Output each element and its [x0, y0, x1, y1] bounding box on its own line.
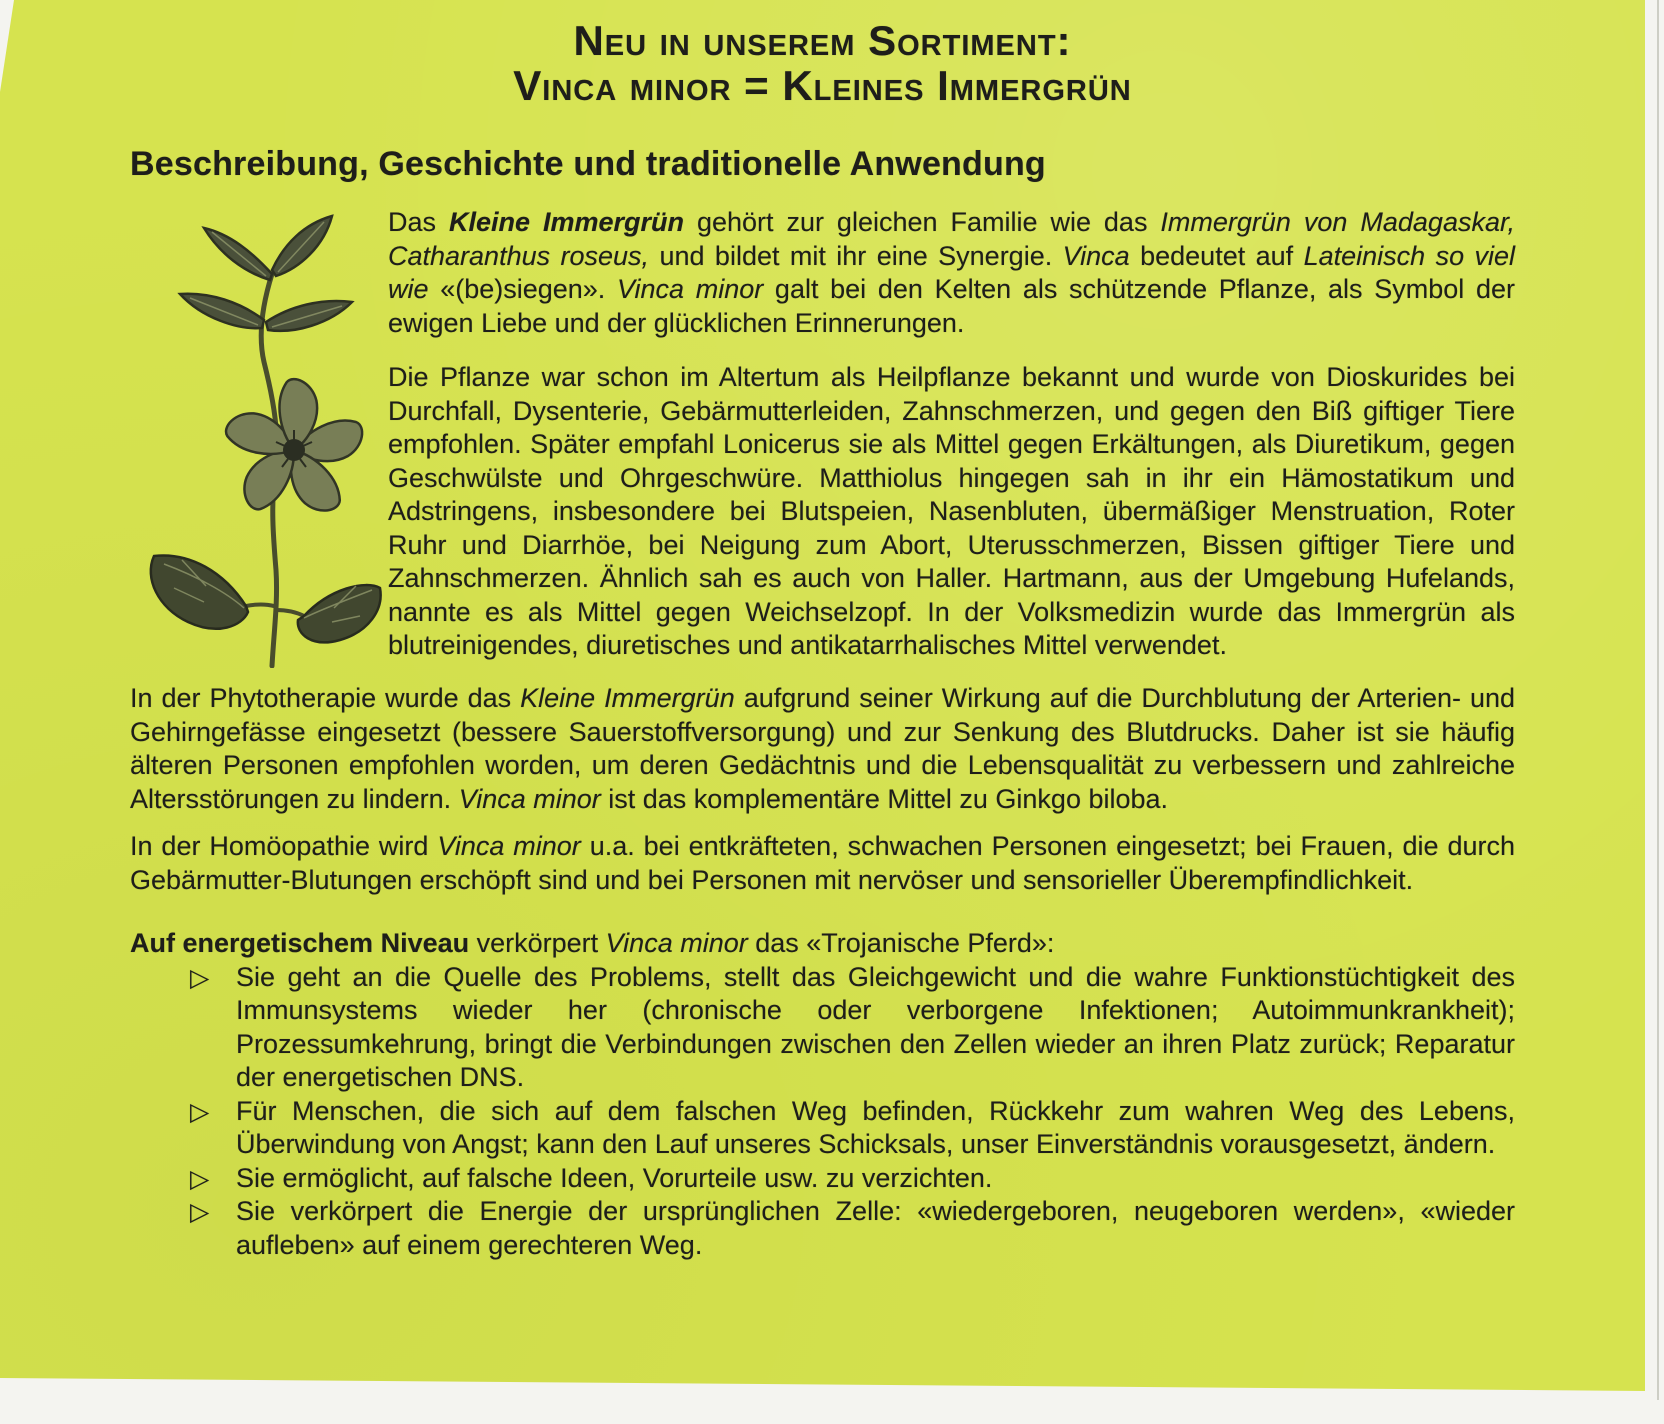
- list-item-text: Sie ermöglicht, auf falsche Ideen, Vorurteile usw. zu verzichten.: [236, 1162, 993, 1193]
- title-line-2: Vinca minor = Kleines Immergrün: [513, 62, 1132, 109]
- section-heading: Beschreibung, Geschichte und traditionelle Anwendung: [130, 145, 1046, 183]
- triangle-bullet-icon: ▷: [190, 1198, 210, 1226]
- plant-top-leaves: [180, 216, 352, 331]
- list-item: [190, 1162, 1515, 1196]
- paragraph-intro: Das Kleine Immergrün gehört zur gleichen Familie wie das Immergrün von Madagaskar, Catharanthus roseus, und bildet mit ihr eine Synergie. Vinca bedeutet auf Lateinisch so viel wie «(be)siegen». Vinca minor galt bei den Kelten als schützende Pflanze, als Symbol der ewigen Liebe und der glücklichen Erinnerungen.: [388, 207, 1516, 338]
- list-item: [190, 1095, 1515, 1162]
- paragraph-energetic-lead: Auf energetischem Niveau verkörpert Vinca minor das «Trojanische Pferd»:: [130, 928, 1055, 958]
- energetic-bullet-list: [130, 961, 1515, 1263]
- title-line-1: Neu in unserem Sortiment:: [573, 17, 1072, 64]
- illustrated-text-block: [130, 206, 1515, 668]
- page-title: [130, 18, 1515, 108]
- triangle-bullet-icon: ▷: [190, 963, 210, 992]
- paragraph-history: Die Pflanze war schon im Altertum als Heilpflanze bekannt und wurde von Dioskurides bei Durchfall, Dysenterie, Gebärmutterleiden, Zahnschmerzen, und gegen den Biß giftiger Tiere empfohlen. Später empfahl Lonicerus sie als Mittel gegen Erkältungen, als Diuretikum, gegen Geschwülste und Ohrgeschwüre. Matthiolus hingegen sah in ihr ein Hämostatikum und Adstringens, insbesondere bei Blutspeien, Nasenbluten, übermäßiger Menstruation, Roter Ruhr und Diarrhöe, bei Neigung zum Abort, Uterusschmerzen, Bissen giftiger Tiere und Zahnschmerzen. Ähnlich sah es auch von Haller. Hartmann, aus der Umgebung Hufelands, nannte es als Mittel gegen Weichselzopf. In der Volksmedizin wurde das Immergrün als blutreinigendes, diuretisches und antikatarrhalisches Mittel verwendet.: [388, 362, 1515, 660]
- paragraph-phytotherapie: In der Phytotherapie wurde das Kleine Immergrün aufgrund seiner Wirkung auf die Durchblutung der Arterien- und Gehirngefässe eingesetzt (bessere Sauerstoffversorgung) und zur Senkung des Blutdrucks. Daher ist sie häufig älteren Personen empfohlen worden, um deren Gedächtnis und die Lebensqualität zu verbessern und zahlreiche Altersstörungen zu lindern. Vinca minor ist das komplementäre Mittel zu Ginkgo biloba.: [130, 683, 1515, 814]
- vinca-plant-illustration: [146, 208, 384, 668]
- paragraph-homoeopathie: In der Homöopathie wird Vinca minor u.a. bei entkräfteten, schwachen Personen eingesetzt; bei Frauen, die durch Gebärmutter-Blutungen erschöpft sind und bei Personen mit nervöser und sensorieller Überempfindlichkeit.: [130, 831, 1515, 895]
- intro-paragraphs: [388, 206, 1515, 668]
- triangle-bullet-icon: ▷: [190, 1097, 210, 1126]
- triangle-bullet-icon: ▷: [190, 1164, 210, 1193]
- plant-flower: [222, 376, 362, 518]
- plant-illustration-container: [130, 206, 388, 668]
- list-item: [190, 1195, 1515, 1262]
- plant-bottom-leaves: [151, 555, 381, 642]
- list-item-text: Sie geht an die Quelle des Problems, stellt das Gleichgewicht und die wahre Funktionstüchtigkeit des Immunsystems wieder her (chronische oder verborgene Infektionen; Autoimmunkrankheit); Prozessumkehrung, bringt die Verbindungen zwischen den Zellen wieder an ihren Platz zurück; Reparatur der energetischen DNS.: [236, 961, 1515, 1092]
- list-item-text: Sie verkörpert die Energie der ursprünglichen Zelle: «wiedergeboren, neugeboren werden», «wieder aufleben» auf einem gerechteren Weg.: [236, 1196, 1515, 1260]
- list-item: [190, 961, 1515, 1095]
- list-item-text: Für Menschen, die sich auf dem falschen Weg befinden, Rückkehr zum wahren Weg des Lebens, Überwindung von Angst; kann den Lauf unseres Schicksals, unser Einverständnis vorausgesetzt, ändern.: [236, 1095, 1515, 1159]
